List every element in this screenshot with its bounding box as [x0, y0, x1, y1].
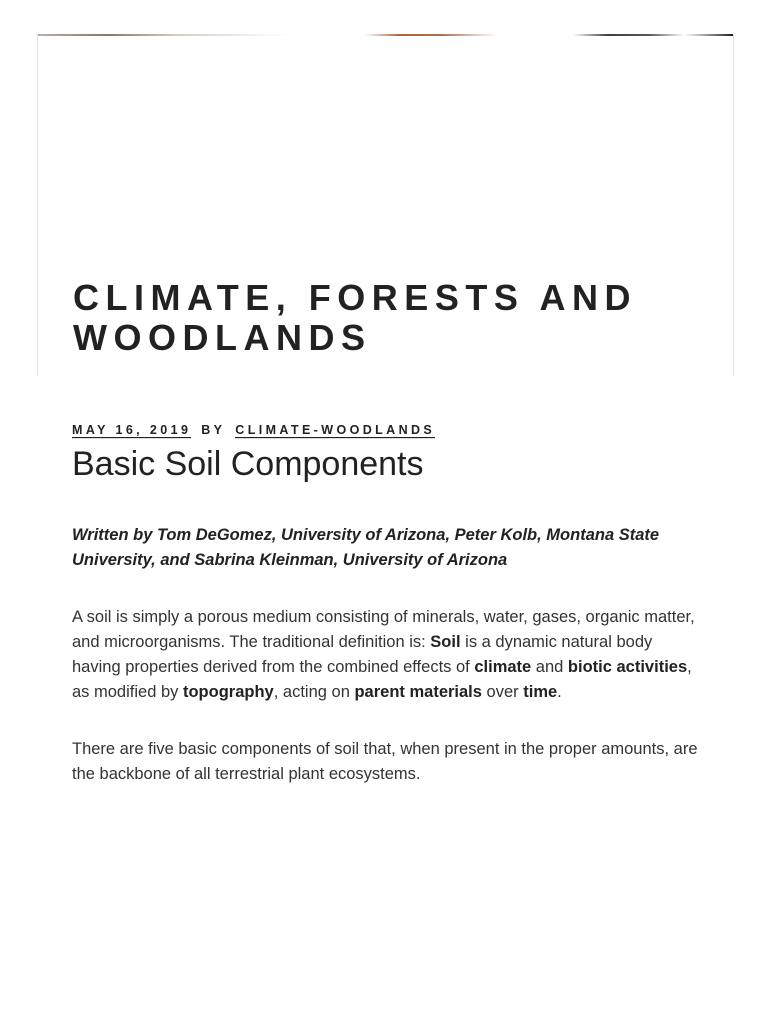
p1-text-6: . — [557, 683, 562, 702]
site-header — [37, 34, 734, 376]
p1-text-2: and — [531, 658, 568, 677]
term-climate: climate — [474, 658, 532, 677]
p1-text-3: , as modified by — [72, 658, 692, 702]
post-date-link[interactable]: MAY 16, 2019 — [72, 423, 192, 437]
post-meta — [72, 423, 435, 437]
p1-text-4: , acting on — [273, 683, 355, 702]
definition-paragraph — [72, 605, 702, 706]
post-title: Basic Soil Components — [72, 445, 424, 483]
term-parent-materials: parent materials — [354, 683, 482, 702]
site-title[interactable]: CLIMATE, FORESTS AND WOODLANDS — [73, 277, 637, 358]
term-biotic-activities: biotic activities — [567, 658, 688, 677]
authors-paragraph: Written by Tom DeGomez, University of Arizona, Peter Kolb, Montana State University, and Sabrina Kleinman, University of Arizona — [72, 526, 660, 570]
post-author-link[interactable]: CLIMATE-WOODLANDS — [235, 423, 436, 437]
p1-text-1: is a dynamic natural body having properties derived from the combined effects of — [72, 632, 653, 677]
p1-text-5: over — [481, 683, 524, 702]
by-label: BY — [201, 423, 226, 437]
p1-intro: A soil is simply a porous medium consisting of minerals, water, gases, organic matter, and microorganisms. The traditional definition is: — [72, 607, 695, 651]
term-topography: topography — [182, 683, 274, 702]
term-time: time — [523, 683, 558, 702]
header-image-strip — [38, 34, 733, 36]
components-paragraph: There are five basic components of soil that, when present in the proper amounts, are the backbone of all terrestrial plant ecosystems. — [72, 739, 698, 784]
post-content — [72, 523, 702, 818]
term-soil: Soil — [430, 632, 461, 651]
